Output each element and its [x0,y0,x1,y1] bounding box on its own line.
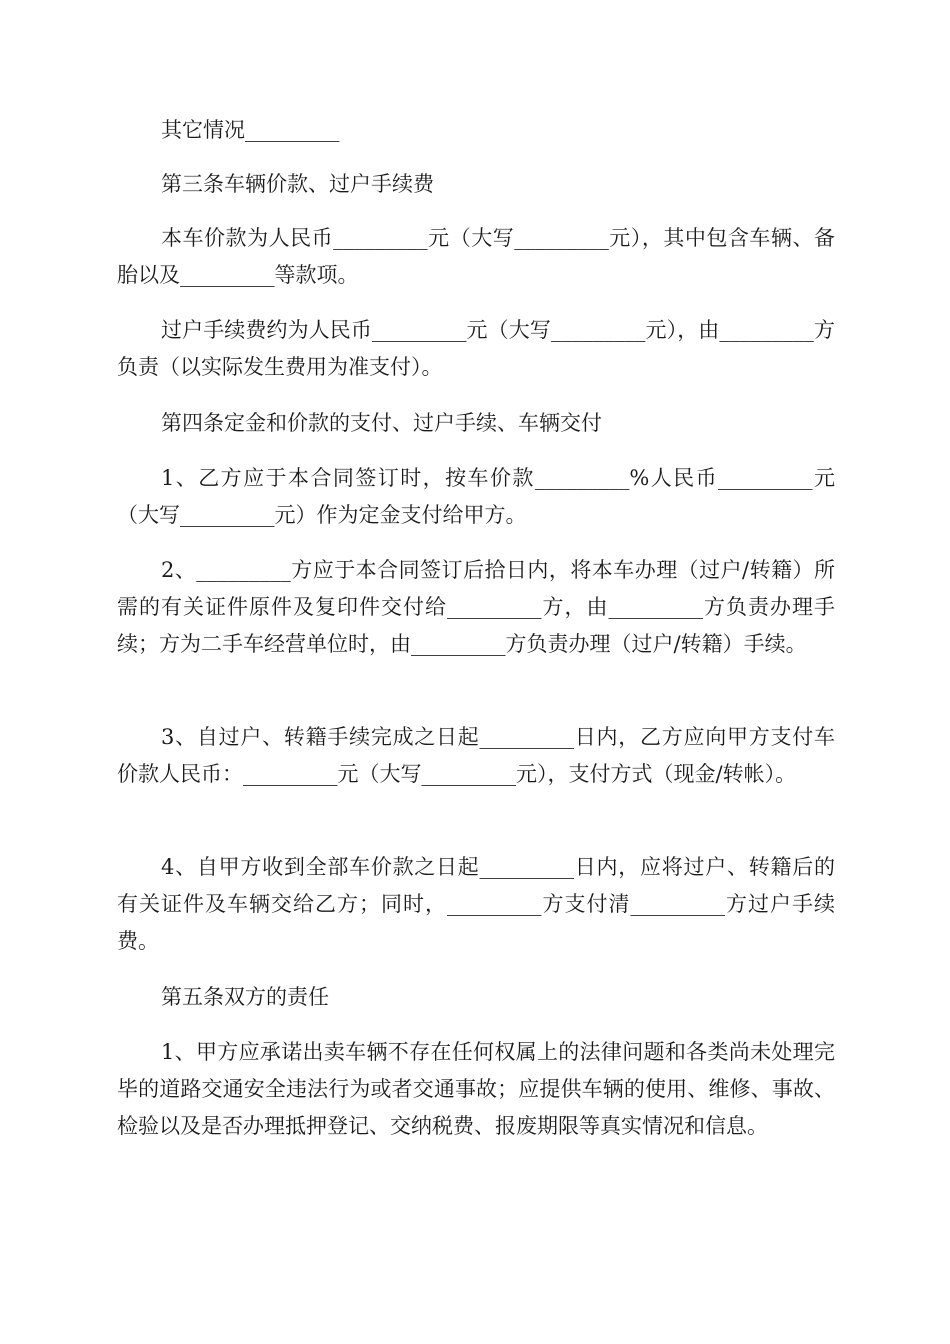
heading-article-5: 第五条双方的责任 [161,985,329,1009]
paragraph-seller-responsibility: 1、甲方应承诺出卖车辆不存在任何权属上的法律问题和各类尚未处理完毕的道路交通安全违法行为或者交通事故；应提供车辆的使用、维修、事故、检验以及是否办理抵押登记、交纳税费、报废期限等真实情况和信息。 [117,1040,835,1138]
paragraph-documents-handover: 2、_________方应于本合同签订后拾日内，将本车办理（过户/转籍）所需的有关证件原件及复印件交付给_________方，由_________方负责办理手续；方为二手车经营单位时，由_________方负责办理（过户/转籍）手续。 [117,558,835,656]
paragraph-deposit: 1、乙方应于本合同签订时，按车价款_________%人民币_________元（大写_________元）作为定金支付给甲方。 [117,466,835,527]
heading-article-3: 第三条车辆价款、过户手续费 [161,172,434,196]
paragraph-vehicle-price: 本车价款为人民币_________元（大写_________元），其中包含车辆、备胎以及_________等款项。 [117,226,835,287]
paragraph-payment: 3、自过户、转籍手续完成之日起_________日内，乙方应向甲方支付车价款人民币：_________元（大写_________元），支付方式（现金/转帐）。 [117,725,835,786]
heading-article-4: 第四条定金和价款的支付、过户手续、车辆交付 [161,411,602,435]
paragraph-transfer-fee: 过户手续费约为人民币_________元（大写_________元），由_________方负责（以实际发生费用为准支付）。 [117,318,835,379]
paragraph-other-circumstances: 其它情况_________ [161,118,340,142]
paragraph-vehicle-delivery: 4、自甲方收到全部车价款之日起_________日内，应将过户、转籍后的有关证件及车辆交给乙方；同时，_________方支付清_________方过户手续费。 [117,855,835,953]
